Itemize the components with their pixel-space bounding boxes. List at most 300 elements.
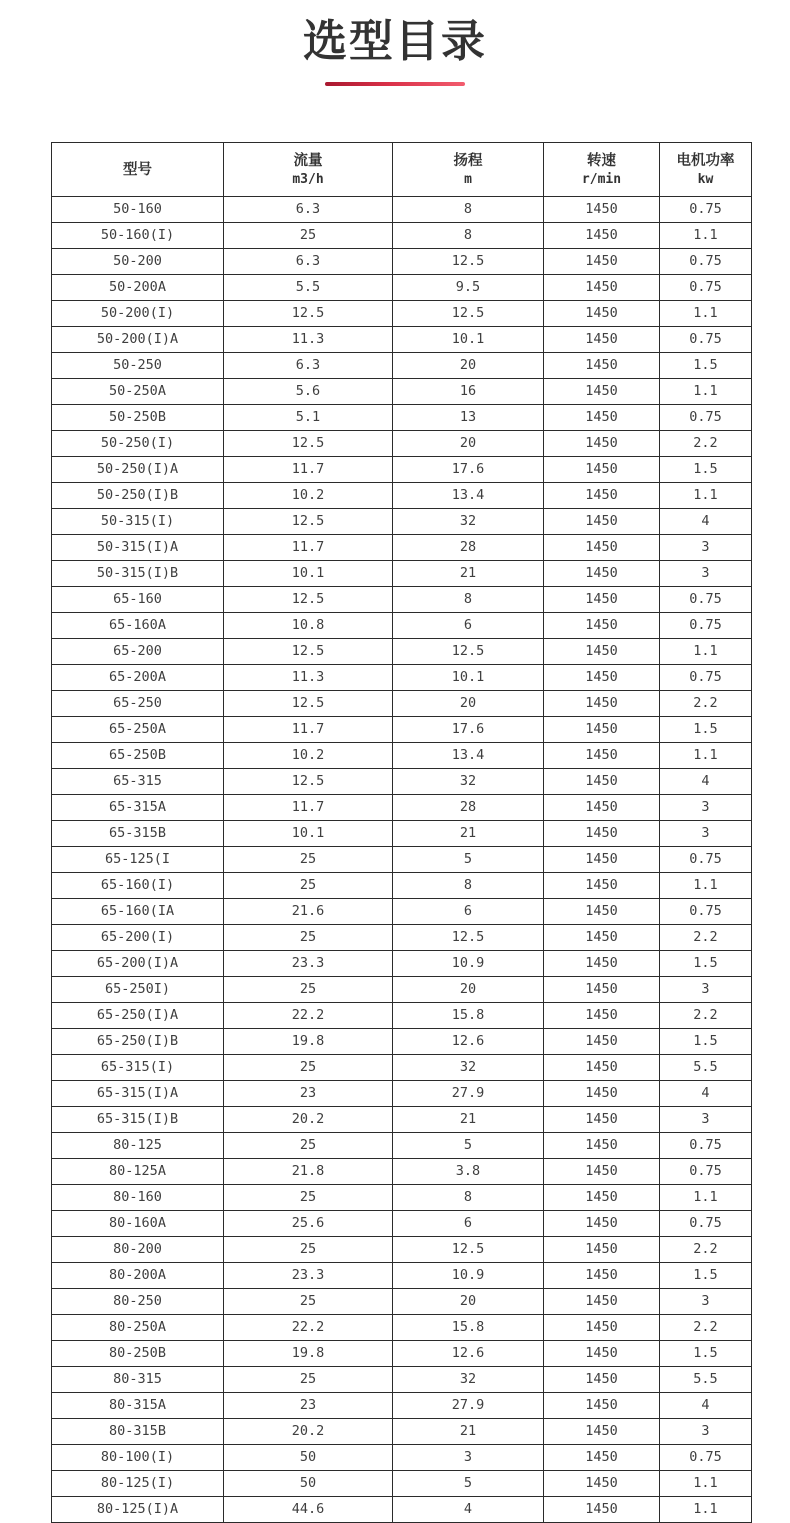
cell-flow: 25 <box>224 223 393 249</box>
cell-model: 50-315(I)A <box>52 535 224 561</box>
cell-speed: 1450 <box>544 717 660 743</box>
page-title: 选型目录 <box>303 16 487 67</box>
cell-model: 80-125(I)A <box>52 1497 224 1523</box>
cell-head: 12.5 <box>393 639 544 665</box>
cell-model: 50-200(I)A <box>52 327 224 353</box>
cell-model: 80-100(I) <box>52 1445 224 1471</box>
table-row <box>52 1263 752 1289</box>
cell-flow: 50 <box>224 1471 393 1497</box>
cell-speed: 1450 <box>544 795 660 821</box>
cell-speed: 1450 <box>544 379 660 405</box>
cell-speed: 1450 <box>544 535 660 561</box>
table-row <box>52 1315 752 1341</box>
table-row <box>52 223 752 249</box>
cell-power: 5.5 <box>660 1367 752 1393</box>
table-row <box>52 717 752 743</box>
cell-flow: 10.2 <box>224 483 393 509</box>
cell-power: 1.1 <box>660 1471 752 1497</box>
cell-flow: 25 <box>224 925 393 951</box>
cell-flow: 21.6 <box>224 899 393 925</box>
cell-head: 12.5 <box>393 925 544 951</box>
table-row <box>52 821 752 847</box>
cell-power: 1.5 <box>660 1263 752 1289</box>
cell-model: 65-200(I) <box>52 925 224 951</box>
cell-model: 65-200A <box>52 665 224 691</box>
cell-speed: 1450 <box>544 613 660 639</box>
cell-model: 80-200 <box>52 1237 224 1263</box>
cell-flow: 5.6 <box>224 379 393 405</box>
cell-power: 0.75 <box>660 327 752 353</box>
cell-head: 3.8 <box>393 1159 544 1185</box>
cell-model: 50-250B <box>52 405 224 431</box>
cell-speed: 1450 <box>544 1497 660 1523</box>
cell-flow: 12.5 <box>224 769 393 795</box>
cell-power: 2.2 <box>660 431 752 457</box>
cell-model: 65-250B <box>52 743 224 769</box>
cell-speed: 1450 <box>544 1003 660 1029</box>
cell-power: 0.75 <box>660 847 752 873</box>
table-row <box>52 1367 752 1393</box>
cell-speed: 1450 <box>544 509 660 535</box>
cell-head: 32 <box>393 509 544 535</box>
cell-power: 0.75 <box>660 249 752 275</box>
cell-model: 50-250 <box>52 353 224 379</box>
table-row <box>52 561 752 587</box>
table-row <box>52 535 752 561</box>
cell-speed: 1450 <box>544 1237 660 1263</box>
cell-head: 15.8 <box>393 1003 544 1029</box>
table-row <box>52 1237 752 1263</box>
table-row <box>52 1471 752 1497</box>
cell-speed: 1450 <box>544 197 660 223</box>
cell-power: 1.5 <box>660 951 752 977</box>
header-speed-label: 转速 <box>587 152 616 169</box>
cell-power: 3 <box>660 535 752 561</box>
cell-speed: 1450 <box>544 951 660 977</box>
header-speed <box>544 143 660 197</box>
cell-head: 28 <box>393 795 544 821</box>
cell-head: 10.1 <box>393 327 544 353</box>
cell-flow: 20.2 <box>224 1419 393 1445</box>
table-row <box>52 873 752 899</box>
header-power-label: 电机功率 <box>676 152 735 169</box>
cell-speed: 1450 <box>544 691 660 717</box>
cell-flow: 25 <box>224 1185 393 1211</box>
cell-flow: 11.7 <box>224 795 393 821</box>
cell-head: 27.9 <box>393 1081 544 1107</box>
table-row <box>52 587 752 613</box>
cell-flow: 25.6 <box>224 1211 393 1237</box>
cell-head: 21 <box>393 561 544 587</box>
cell-head: 5 <box>393 1471 544 1497</box>
cell-speed: 1450 <box>544 587 660 613</box>
header-head-label: 扬程 <box>453 152 483 169</box>
table-row <box>52 925 752 951</box>
cell-head: 13 <box>393 405 544 431</box>
cell-head: 13.4 <box>393 743 544 769</box>
cell-speed: 1450 <box>544 899 660 925</box>
cell-head: 20 <box>393 353 544 379</box>
cell-model: 65-315(I) <box>52 1055 224 1081</box>
cell-head: 8 <box>393 223 544 249</box>
header-row <box>52 143 752 197</box>
cell-speed: 1450 <box>544 353 660 379</box>
cell-power: 4 <box>660 1081 752 1107</box>
cell-flow: 25 <box>224 847 393 873</box>
cell-model: 65-250(I)A <box>52 1003 224 1029</box>
cell-model: 65-200 <box>52 639 224 665</box>
table-row <box>52 899 752 925</box>
cell-flow: 22.2 <box>224 1003 393 1029</box>
cell-model: 80-315B <box>52 1419 224 1445</box>
table-row <box>52 405 752 431</box>
cell-flow: 23.3 <box>224 951 393 977</box>
cell-flow: 6.3 <box>224 353 393 379</box>
table-row <box>52 1341 752 1367</box>
cell-flow: 10.8 <box>224 613 393 639</box>
cell-head: 32 <box>393 1367 544 1393</box>
cell-model: 65-250 <box>52 691 224 717</box>
table-row <box>52 1107 752 1133</box>
table-row <box>52 795 752 821</box>
cell-flow: 12.5 <box>224 509 393 535</box>
cell-flow: 25 <box>224 1237 393 1263</box>
table-row <box>52 1029 752 1055</box>
cell-flow: 23 <box>224 1081 393 1107</box>
cell-power: 1.5 <box>660 717 752 743</box>
cell-model: 50-315(I)B <box>52 561 224 587</box>
cell-head: 6 <box>393 899 544 925</box>
cell-flow: 25 <box>224 1289 393 1315</box>
cell-flow: 25 <box>224 1133 393 1159</box>
cell-head: 10.9 <box>393 951 544 977</box>
table-row <box>52 353 752 379</box>
cell-flow: 23 <box>224 1393 393 1419</box>
header-flow-unit: m3/h <box>292 171 324 187</box>
pump-selection-table <box>51 142 752 1523</box>
cell-speed: 1450 <box>544 821 660 847</box>
cell-flow: 11.7 <box>224 457 393 483</box>
cell-speed: 1450 <box>544 977 660 1003</box>
cell-head: 20 <box>393 691 544 717</box>
cell-speed: 1450 <box>544 1341 660 1367</box>
header-model-label: 型号 <box>123 161 152 178</box>
header-head-unit: m <box>464 171 472 187</box>
cell-head: 32 <box>393 769 544 795</box>
cell-power: 3 <box>660 1107 752 1133</box>
cell-head: 16 <box>393 379 544 405</box>
cell-model: 65-315(I)B <box>52 1107 224 1133</box>
table-row <box>52 743 752 769</box>
header-head <box>393 143 544 197</box>
cell-power: 3 <box>660 977 752 1003</box>
cell-speed: 1450 <box>544 483 660 509</box>
cell-flow: 12.5 <box>224 587 393 613</box>
cell-flow: 44.6 <box>224 1497 393 1523</box>
cell-speed: 1450 <box>544 327 660 353</box>
cell-model: 50-250A <box>52 379 224 405</box>
cell-head: 32 <box>393 1055 544 1081</box>
cell-head: 12.5 <box>393 249 544 275</box>
cell-power: 1.5 <box>660 1029 752 1055</box>
cell-model: 50-200(I) <box>52 301 224 327</box>
cell-speed: 1450 <box>544 1445 660 1471</box>
cell-power: 0.75 <box>660 899 752 925</box>
cell-flow: 5.5 <box>224 275 393 301</box>
cell-speed: 1450 <box>544 1133 660 1159</box>
cell-head: 8 <box>393 873 544 899</box>
table-body <box>52 197 752 1523</box>
cell-head: 6 <box>393 1211 544 1237</box>
cell-model: 50-250(I)B <box>52 483 224 509</box>
cell-flow: 10.2 <box>224 743 393 769</box>
cell-power: 0.75 <box>660 1211 752 1237</box>
cell-flow: 11.7 <box>224 717 393 743</box>
cell-power: 0.75 <box>660 665 752 691</box>
cell-speed: 1450 <box>544 665 660 691</box>
cell-speed: 1450 <box>544 1029 660 1055</box>
cell-flow: 12.5 <box>224 431 393 457</box>
table-row <box>52 1445 752 1471</box>
cell-head: 13.4 <box>393 483 544 509</box>
cell-power: 2.2 <box>660 1237 752 1263</box>
cell-flow: 23.3 <box>224 1263 393 1289</box>
cell-speed: 1450 <box>544 223 660 249</box>
cell-flow: 11.3 <box>224 327 393 353</box>
cell-speed: 1450 <box>544 847 660 873</box>
cell-power: 3 <box>660 795 752 821</box>
cell-flow: 12.5 <box>224 691 393 717</box>
cell-power: 3 <box>660 561 752 587</box>
cell-head: 17.6 <box>393 717 544 743</box>
cell-model: 50-160(I) <box>52 223 224 249</box>
cell-model: 65-160 <box>52 587 224 613</box>
cell-flow: 19.8 <box>224 1341 393 1367</box>
table-row <box>52 1185 752 1211</box>
cell-speed: 1450 <box>544 249 660 275</box>
cell-speed: 1450 <box>544 925 660 951</box>
cell-model: 65-160(I) <box>52 873 224 899</box>
cell-head: 12.5 <box>393 1237 544 1263</box>
cell-model: 50-315(I) <box>52 509 224 535</box>
table-row <box>52 1393 752 1419</box>
cell-model: 65-250(I)B <box>52 1029 224 1055</box>
table-row <box>52 1289 752 1315</box>
cell-power: 1.1 <box>660 483 752 509</box>
cell-model: 80-160 <box>52 1185 224 1211</box>
table-row <box>52 327 752 353</box>
cell-head: 15.8 <box>393 1315 544 1341</box>
cell-power: 0.75 <box>660 197 752 223</box>
cell-model: 80-125A <box>52 1159 224 1185</box>
table-row <box>52 483 752 509</box>
cell-speed: 1450 <box>544 1289 660 1315</box>
cell-head: 3 <box>393 1445 544 1471</box>
cell-head: 17.6 <box>393 457 544 483</box>
cell-head: 12.6 <box>393 1341 544 1367</box>
cell-model: 80-315 <box>52 1367 224 1393</box>
cell-power: 3 <box>660 1289 752 1315</box>
cell-speed: 1450 <box>544 1471 660 1497</box>
table-row <box>52 1159 752 1185</box>
cell-speed: 1450 <box>544 639 660 665</box>
cell-head: 21 <box>393 1419 544 1445</box>
cell-flow: 10.1 <box>224 821 393 847</box>
cell-model: 65-160(IA <box>52 899 224 925</box>
cell-power: 0.75 <box>660 1445 752 1471</box>
cell-flow: 6.3 <box>224 197 393 223</box>
cell-head: 20 <box>393 431 544 457</box>
cell-model: 65-315A <box>52 795 224 821</box>
table-row <box>52 1081 752 1107</box>
cell-speed: 1450 <box>544 405 660 431</box>
cell-head: 10.1 <box>393 665 544 691</box>
cell-head: 5 <box>393 847 544 873</box>
cell-model: 65-315 <box>52 769 224 795</box>
cell-flow: 25 <box>224 873 393 899</box>
cell-model: 80-315A <box>52 1393 224 1419</box>
cell-speed: 1450 <box>544 1081 660 1107</box>
cell-power: 0.75 <box>660 1159 752 1185</box>
table-row <box>52 1419 752 1445</box>
cell-flow: 19.8 <box>224 1029 393 1055</box>
header-flow <box>224 143 393 197</box>
cell-power: 1.1 <box>660 301 752 327</box>
cell-model: 50-200A <box>52 275 224 301</box>
cell-model: 65-125(I <box>52 847 224 873</box>
cell-model: 65-200(I)A <box>52 951 224 977</box>
cell-head: 21 <box>393 821 544 847</box>
cell-head: 6 <box>393 613 544 639</box>
cell-power: 3 <box>660 821 752 847</box>
cell-head: 28 <box>393 535 544 561</box>
table-row <box>52 691 752 717</box>
cell-power: 4 <box>660 1393 752 1419</box>
cell-speed: 1450 <box>544 1367 660 1393</box>
cell-power: 2.2 <box>660 1003 752 1029</box>
cell-flow: 6.3 <box>224 249 393 275</box>
cell-head: 27.9 <box>393 1393 544 1419</box>
cell-power: 1.1 <box>660 1497 752 1523</box>
cell-model: 65-160A <box>52 613 224 639</box>
header-flow-label: 流量 <box>293 152 323 169</box>
table-row <box>52 1003 752 1029</box>
cell-model: 50-200 <box>52 249 224 275</box>
cell-head: 20 <box>393 1289 544 1315</box>
cell-head: 8 <box>393 197 544 223</box>
cell-power: 0.75 <box>660 275 752 301</box>
cell-model: 80-250A <box>52 1315 224 1341</box>
cell-power: 1.1 <box>660 379 752 405</box>
table-row <box>52 1133 752 1159</box>
cell-power: 1.1 <box>660 873 752 899</box>
cell-power: 1.1 <box>660 743 752 769</box>
table-row <box>52 639 752 665</box>
cell-power: 2.2 <box>660 1315 752 1341</box>
cell-speed: 1450 <box>544 1393 660 1419</box>
table-row <box>52 1211 752 1237</box>
cell-power: 0.75 <box>660 613 752 639</box>
cell-power: 0.75 <box>660 1133 752 1159</box>
cell-model: 80-125(I) <box>52 1471 224 1497</box>
cell-head: 20 <box>393 977 544 1003</box>
table-row <box>52 457 752 483</box>
table-row <box>52 379 752 405</box>
cell-flow: 22.2 <box>224 1315 393 1341</box>
cell-flow: 11.3 <box>224 665 393 691</box>
cell-model: 65-315(I)A <box>52 1081 224 1107</box>
cell-power: 1.1 <box>660 639 752 665</box>
header-power <box>660 143 752 197</box>
cell-flow: 25 <box>224 1367 393 1393</box>
cell-head: 21 <box>393 1107 544 1133</box>
cell-model: 65-250A <box>52 717 224 743</box>
cell-power: 5.5 <box>660 1055 752 1081</box>
cell-power: 2.2 <box>660 925 752 951</box>
cell-speed: 1450 <box>544 1263 660 1289</box>
cell-model: 80-160A <box>52 1211 224 1237</box>
title-underline-bar <box>325 82 465 86</box>
cell-power: 4 <box>660 509 752 535</box>
table-row <box>52 769 752 795</box>
cell-flow: 12.5 <box>224 301 393 327</box>
cell-power: 1.5 <box>660 353 752 379</box>
header-speed-unit: r/min <box>581 171 622 187</box>
cell-flow: 5.1 <box>224 405 393 431</box>
table-row <box>52 665 752 691</box>
cell-speed: 1450 <box>544 769 660 795</box>
table-row <box>52 1055 752 1081</box>
table-row <box>52 431 752 457</box>
cell-speed: 1450 <box>544 1419 660 1445</box>
cell-head: 9.5 <box>393 275 544 301</box>
cell-speed: 1450 <box>544 1211 660 1237</box>
cell-power: 2.2 <box>660 691 752 717</box>
cell-speed: 1450 <box>544 431 660 457</box>
table-row <box>52 977 752 1003</box>
table-row <box>52 509 752 535</box>
cell-speed: 1450 <box>544 873 660 899</box>
cell-flow: 25 <box>224 977 393 1003</box>
cell-power: 0.75 <box>660 405 752 431</box>
cell-flow: 10.1 <box>224 561 393 587</box>
cell-flow: 11.7 <box>224 535 393 561</box>
cell-speed: 1450 <box>544 1107 660 1133</box>
cell-model: 80-125 <box>52 1133 224 1159</box>
table-row <box>52 951 752 977</box>
cell-head: 12.6 <box>393 1029 544 1055</box>
table-row <box>52 613 752 639</box>
cell-speed: 1450 <box>544 457 660 483</box>
cell-power: 3 <box>660 1419 752 1445</box>
header-power-unit: kw <box>697 171 714 187</box>
cell-speed: 1450 <box>544 1185 660 1211</box>
cell-head: 10.9 <box>393 1263 544 1289</box>
table-row <box>52 275 752 301</box>
cell-speed: 1450 <box>544 1315 660 1341</box>
header-model <box>52 143 224 197</box>
cell-speed: 1450 <box>544 275 660 301</box>
table-row <box>52 847 752 873</box>
cell-power: 1.5 <box>660 457 752 483</box>
cell-power: 1.5 <box>660 1341 752 1367</box>
cell-flow: 25 <box>224 1055 393 1081</box>
cell-power: 0.75 <box>660 587 752 613</box>
cell-head: 8 <box>393 1185 544 1211</box>
cell-head: 8 <box>393 587 544 613</box>
cell-model: 80-250B <box>52 1341 224 1367</box>
table-row <box>52 301 752 327</box>
